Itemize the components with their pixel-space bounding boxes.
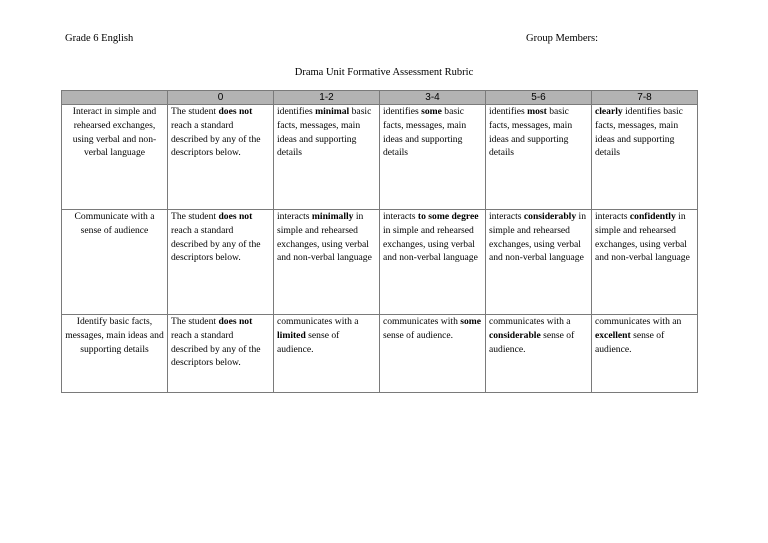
descriptor-cell <box>380 315 486 393</box>
table-row <box>62 105 698 210</box>
criterion-cell: Communicate with a sense of audience <box>62 210 168 315</box>
descriptor-cell <box>592 315 698 393</box>
header-row <box>62 91 698 105</box>
descriptor-cell <box>592 105 698 210</box>
descriptor-cell <box>168 105 274 210</box>
descriptor-emphasis: minimally <box>311 211 354 222</box>
descriptor-cell <box>380 210 486 315</box>
header-cell-score-0: 0 <box>168 91 274 105</box>
descriptor-emphasis: most <box>527 106 547 117</box>
descriptor-text: reach a standard described by any of the descriptors below. <box>171 224 261 264</box>
descriptor-text: in simple and rehearsed exchanges, using verbal and non-verbal language <box>489 211 587 264</box>
descriptor-text: interacts <box>277 211 312 222</box>
descriptor-text: basic facts, messages, main ideas and supporting details <box>489 106 573 159</box>
descriptor-text: sense of audience. <box>595 329 665 355</box>
descriptor-emphasis: to some degree <box>417 211 479 222</box>
descriptor-cell <box>274 210 380 315</box>
descriptor-emphasis: considerable <box>489 329 541 341</box>
descriptor-text: sense of audience. <box>277 329 340 355</box>
descriptor-text: interacts <box>595 211 630 222</box>
descriptor-emphasis: does not <box>218 106 253 117</box>
descriptor-text: basic facts, messages, main ideas and supporting details <box>383 106 467 159</box>
descriptor-text: identifies basic facts, messages, main ideas and supporting details <box>595 106 683 159</box>
descriptor-cell <box>486 210 592 315</box>
rubric-title: Drama Unit Formative Assessment Rubric <box>294 67 474 78</box>
header-cell-score-1-2: 1-2 <box>274 91 380 105</box>
descriptor-emphasis: clearly <box>595 106 623 117</box>
descriptor-text: communicates with an <box>595 316 682 327</box>
descriptor-emphasis: excellent <box>595 329 631 341</box>
descriptor-text: reach a standard described by any of the descriptors below. <box>171 329 261 369</box>
descriptor-text: sense of audience. <box>489 329 575 355</box>
descriptor-text: communicates with a <box>277 316 359 327</box>
header-cell-criterion <box>62 91 168 105</box>
descriptor-text: in simple and rehearsed exchanges, using verbal and non-verbal language <box>383 224 478 264</box>
descriptor-text: interacts <box>489 211 524 222</box>
descriptor-text: basic facts, messages, main ideas and supporting details <box>277 106 372 159</box>
descriptor-text: The student <box>171 316 219 327</box>
header-cell-score-3-4: 3-4 <box>380 91 486 105</box>
descriptor-emphasis: some <box>460 316 482 327</box>
descriptor-cell <box>486 315 592 393</box>
descriptor-text: The student <box>171 106 219 117</box>
descriptor-cell <box>168 315 274 393</box>
descriptor-cell <box>592 210 698 315</box>
descriptor-text: in simple and rehearsed exchanges, using verbal and non-verbal language <box>277 211 372 264</box>
table-row <box>62 210 698 315</box>
descriptor-emphasis: some <box>421 106 442 117</box>
criterion-cell: Identify basic facts, messages, main ideas and supporting details <box>62 315 168 393</box>
criterion-cell: Interact in simple and rehearsed exchanges, using verbal and non-verbal language <box>62 105 168 210</box>
descriptor-emphasis: does not <box>218 211 253 222</box>
rubric-table <box>61 90 698 393</box>
header-cell-score-7-8: 7-8 <box>592 91 698 105</box>
table-row <box>62 315 698 393</box>
descriptor-cell <box>380 105 486 210</box>
descriptor-text: in simple and rehearsed exchanges, using verbal and non-verbal language <box>595 211 690 264</box>
descriptor-text: sense of audience. <box>383 329 454 341</box>
descriptor-emphasis: confidently <box>629 211 676 222</box>
descriptor-text: identifies <box>489 106 528 117</box>
descriptor-text: The student <box>171 211 219 222</box>
descriptor-emphasis: does not <box>218 316 253 327</box>
descriptor-text: identifies <box>383 106 422 117</box>
descriptor-emphasis: limited <box>277 329 306 341</box>
descriptor-emphasis: minimal <box>315 106 350 117</box>
document-subject: Grade 6 English <box>65 33 134 44</box>
group-members-label: Group Members: <box>526 33 599 44</box>
header-cell-score-5-6: 5-6 <box>486 91 592 105</box>
descriptor-text: interacts <box>383 211 418 222</box>
descriptor-text: communicates with a <box>489 316 571 327</box>
descriptor-cell <box>274 315 380 393</box>
descriptor-text: communicates with <box>383 316 461 327</box>
descriptor-text: identifies <box>277 106 316 117</box>
descriptor-cell <box>168 210 274 315</box>
descriptor-cell <box>486 105 592 210</box>
descriptor-emphasis: considerably <box>523 211 577 222</box>
descriptor-cell <box>274 105 380 210</box>
descriptor-text: reach a standard described by any of the descriptors below. <box>171 119 261 159</box>
